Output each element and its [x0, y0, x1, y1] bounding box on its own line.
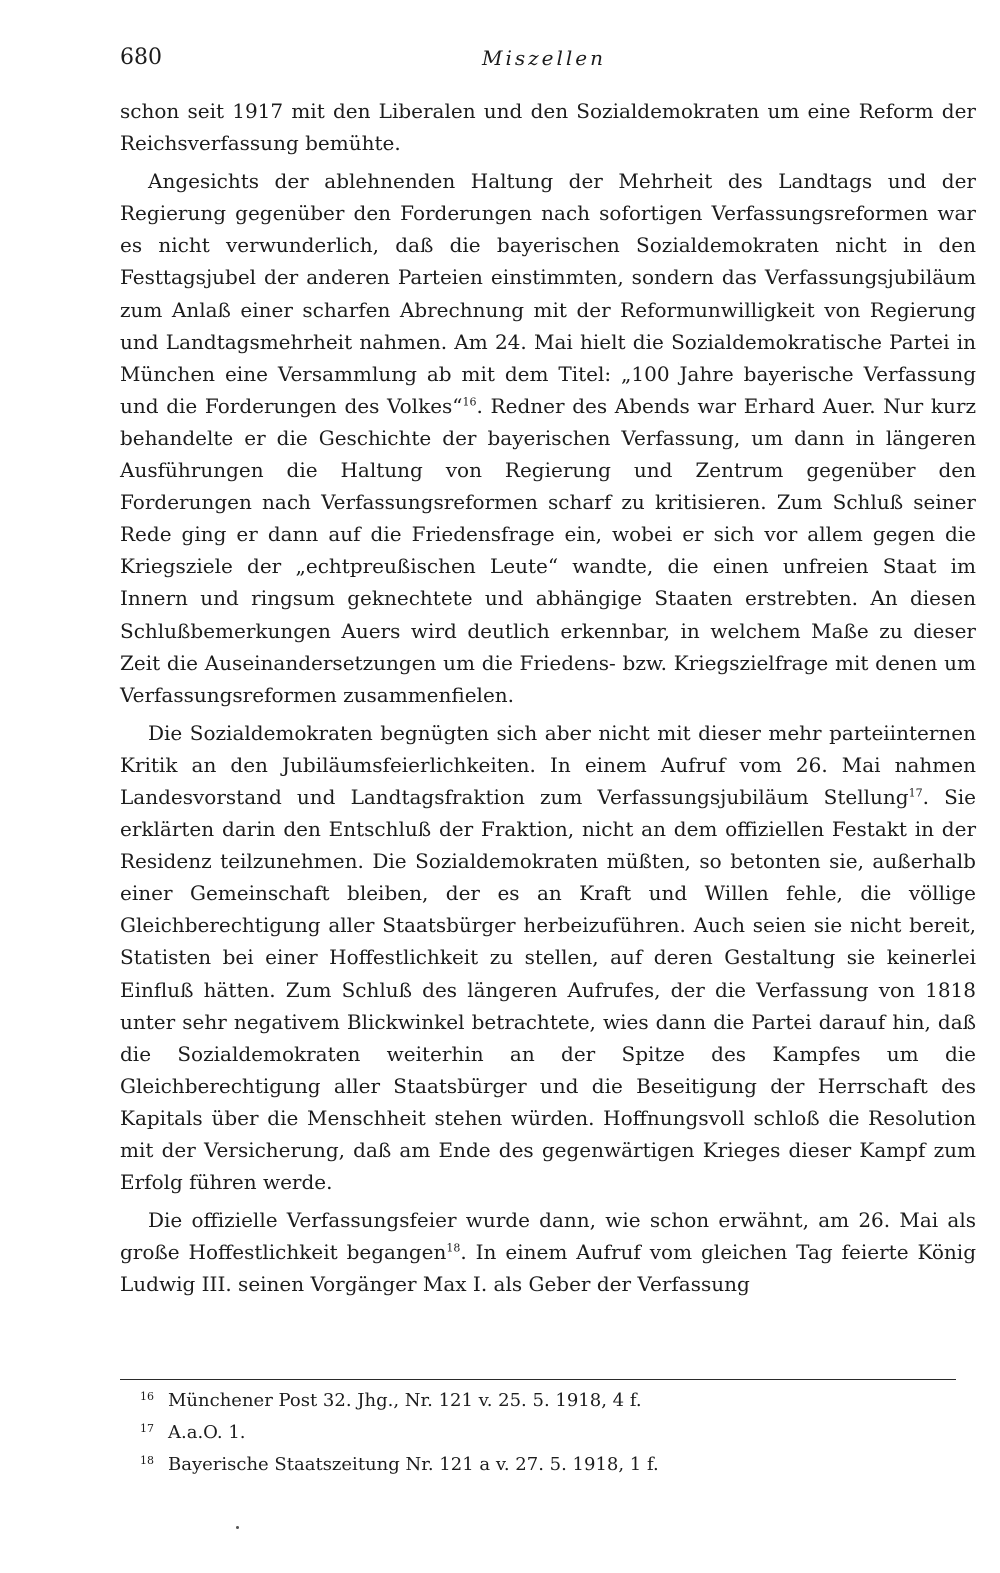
paragraph-text: Angesichts der ablehnenden Haltung der Mehrheit des Landtags und der Regierung gegenüber den Forderungen nach sofortigen Verfassungsreformen war es nicht verwunderlich, daß die bayerischen Sozialdemokraten nicht in den Festtagsjubel der anderen Parteien einstimmten, sondern das Verfassungsjubiläum zum Anlaß einer scharfen Abrechnung mit der Reformunwilligkeit von Regierung und Landtagsmehrheit nahmen. Am 24. Mai hielt die Sozialdemokratische Partei in München eine Versammlung ab mit dem Titel: „100 Jahre bayerische Verfassung und die Forderungen des Volkes“: [120, 169, 976, 418]
footnote-divider: [120, 1379, 956, 1380]
paragraph: [120, 717, 976, 1198]
paragraph-continuation: [120, 95, 976, 159]
footnote: [140, 1383, 960, 1415]
footnote-number: 17: [140, 1422, 154, 1435]
footnotes: [140, 1383, 960, 1479]
paragraph-text: . In einem Aufruf vom gleichen Tag feierte König Ludwig III. seinen Vorgänger Max I. als Geber der Verfassung: [120, 1240, 976, 1297]
footnote-reference[interactable]: 17: [908, 786, 923, 800]
running-head: [120, 40, 980, 76]
body-text: [120, 95, 976, 1306]
footnote: [140, 1447, 960, 1479]
footnote-number: 18: [140, 1454, 154, 1467]
footnote: [140, 1415, 960, 1447]
footnote-text: A.a.O. 1.: [168, 1422, 246, 1443]
paragraph-text: schon seit 1917 mit den Liberalen und den Sozialdemokraten um eine Reform der Reichsverfassung bemühte.: [120, 99, 976, 156]
scan-speck: [236, 1526, 239, 1529]
footnote-text: Bayerische Staatszeitung Nr. 121 a v. 27. 5. 1918, 1 f.: [168, 1454, 659, 1475]
running-title: Miszellen: [482, 46, 607, 70]
paragraph-text: . Redner des Abends war Erhard Auer. Nur kurz behandelte er die Geschichte der bayerischen Verfassung, um dann in längeren Ausführungen die Haltung von Regierung und Zentrum gegenüber den Forderungen nach Verfassungsreformen scharf zu kritisieren. Zum Schluß seiner Rede ging er dann auf die Friedensfrage ein, wobei er sich vor allem gegen die Kriegsziele der „echtpreußischen Leute“ wandte, die einen unfreien Staat im Innern und ringsum geknechtete und abhängige Staaten erstrebten. An diesen Schlußbemerkungen Auers wird deutlich erkennbar, in welchem Maße zu dieser Zeit die Auseinandersetzungen um die Friedens- bzw. Kriegszielfrage mit denen um Verfassungsreformen zusammenfielen.: [120, 393, 976, 707]
footnote-reference[interactable]: 16: [462, 395, 477, 409]
paragraph-text: . Sie erklärten darin den Entschluß der Fraktion, nicht an dem offiziellen Festakt in der Residenz teilzunehmen. Die Sozialdemokraten müßten, so betonten sie, außerhalb einer Gemeinschaft bleiben, der es an Kraft und Willen fehle, die völlige Gleichberechtigung aller Staatsbürger herbeizuführen. Auch seien sie nicht bereit, Statisten bei einer Hoffestlichkeit zu stellen, auf deren Gestaltung sie keinerlei Einfluß hätten. Zum Schluß des längeren Aufrufes, der die Verfassung von 1818 unter sehr negativem Blickwinkel betrachtete, wies dann die Partei darauf hin, daß die Sozialdemokraten weiterhin an der Spitze des Kampfes um die Gleichberechtigung aller Staatsbürger und die Beseitigung der Herrschaft des Kapitals über die Menschheit stehen würden. Hoffnungsvoll schloß die Resolution mit der Versicherung, daß am Ende des gegenwärtigen Krieges dieser Kampf zum Erfolg führen werde.: [120, 784, 977, 1195]
paragraph-text: Die Sozialdemokraten begnügten sich aber nicht mit dieser mehr parteiinternen Kritik an den Jubiläumsfeierlichkeiten. In einem Aufruf vom 26. Mai nahmen Landesvorstand und Landtagsfraktion zum Verfassungsjubiläum Stellung: [120, 720, 976, 809]
footnote-text: Münchener Post 32. Jhg., Nr. 121 v. 25. 5. 1918, 4 f.: [168, 1390, 642, 1411]
paragraph-text: Die offizielle Verfassungsfeier wurde dann, wie schon erwähnt, am 26. Mai als große Hoffestlichkeit begangen: [120, 1208, 976, 1265]
footnote-reference[interactable]: 18: [446, 1241, 461, 1255]
page-number: 680: [120, 45, 162, 70]
paragraph: [120, 1204, 976, 1300]
paragraph: [120, 165, 976, 711]
footnote-number: 16: [140, 1390, 154, 1403]
